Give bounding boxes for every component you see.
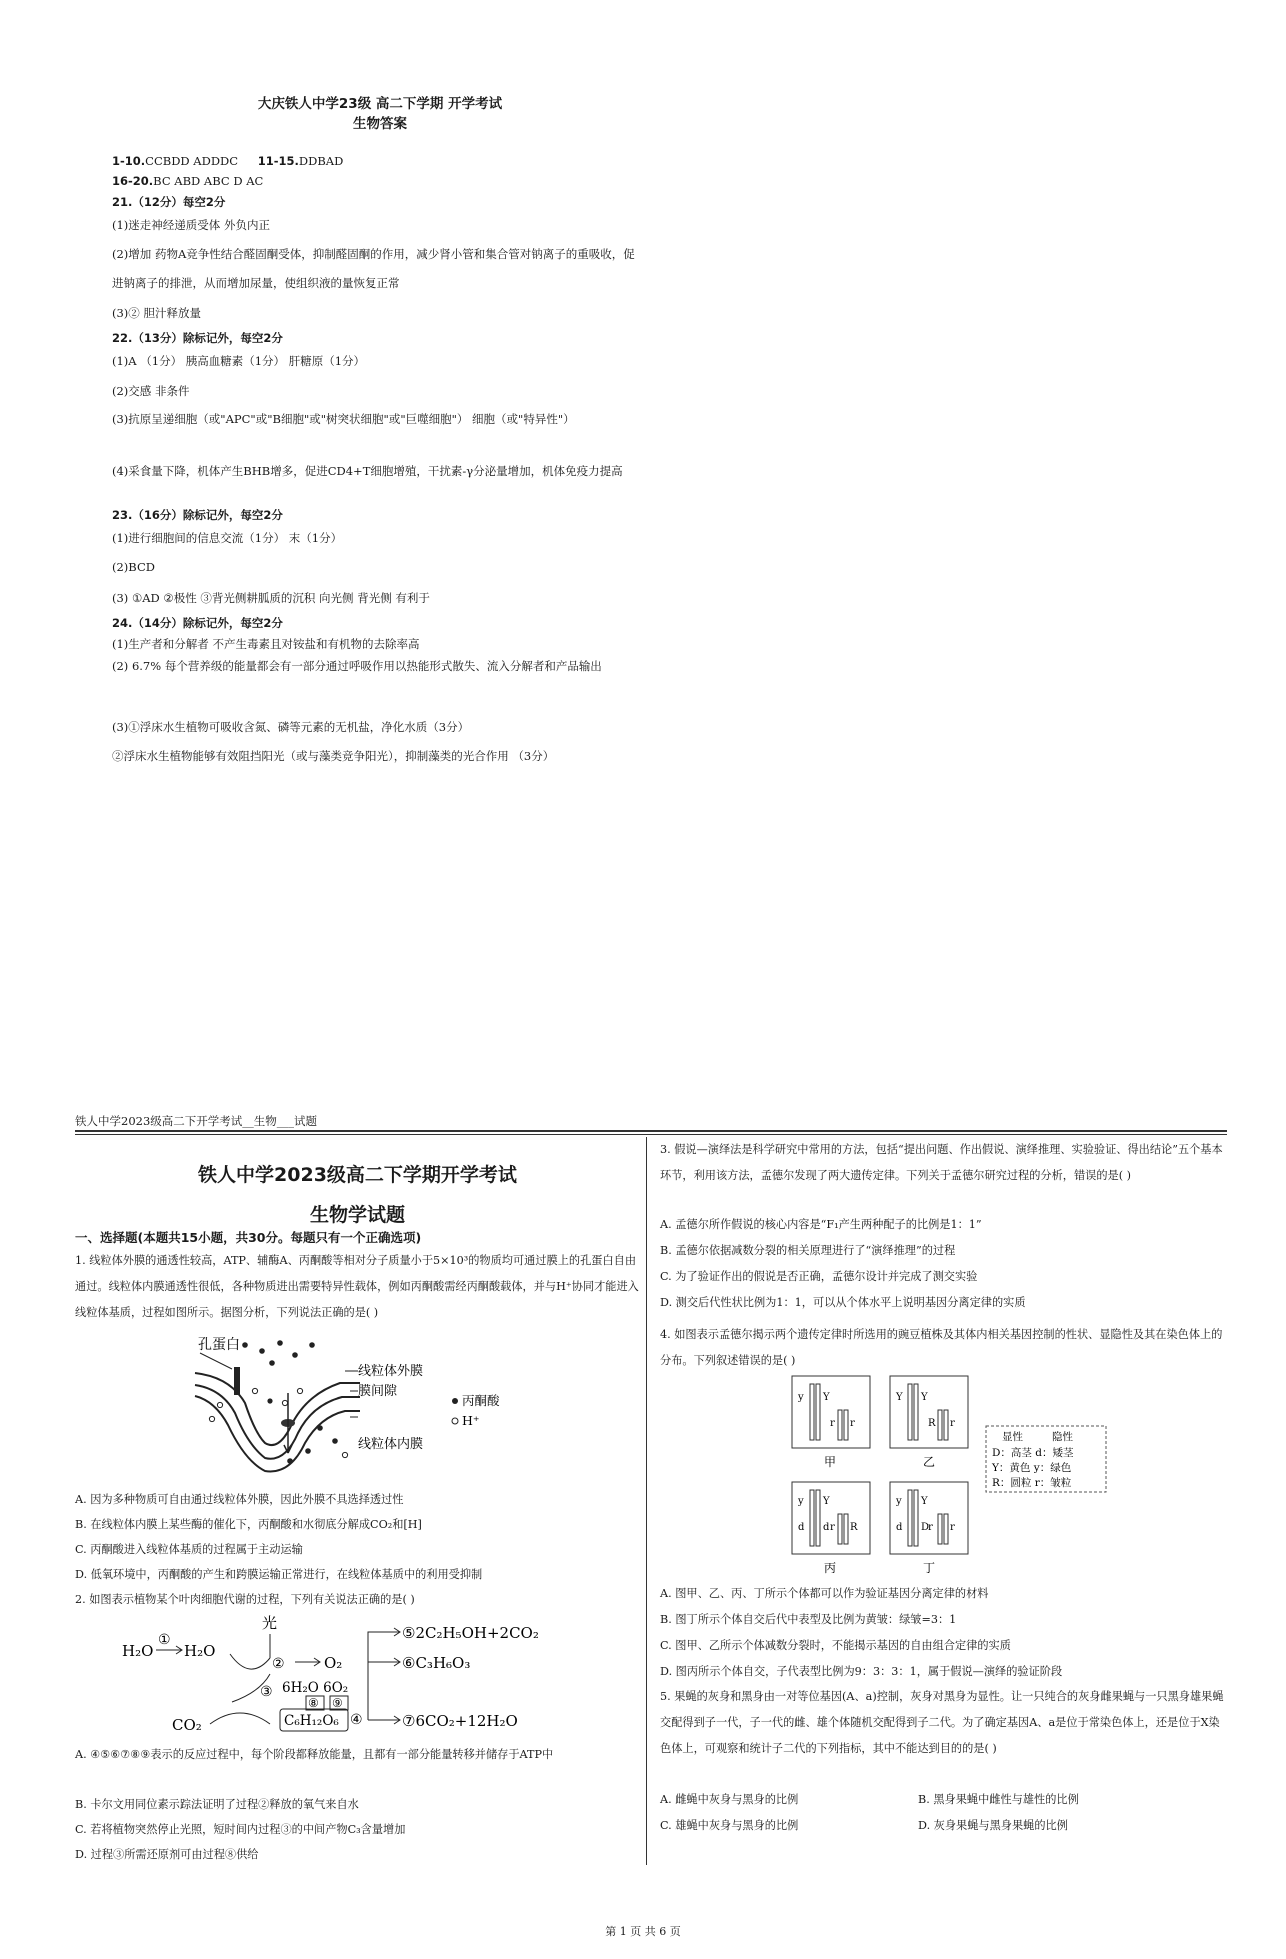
page-header: 铁人中学2023级高二下开学考试__生物___试题 [75,1114,318,1128]
q21-answer-3: (3)② 胆汁释放量 [112,306,201,320]
panel-jia [792,1376,870,1448]
label-jia: 甲 [824,1455,837,1469]
exam-subtitle: 生物学试题 [309,1204,405,1226]
answer-title: 大庆铁人中学23级 高二下学期 开学考试 [257,96,503,112]
header-rule-thin [75,1134,1227,1135]
gene-R-bing: R [850,1522,858,1533]
gene-Y-ding: Y [921,1496,928,1507]
gene-y-bing: y [798,1496,804,1507]
question-5: 5. 果蝇的灰身和黑身由一对等位基因(A、a)控制，灰身对黑身为显性。让一只纯合的灰身雌果蝇与一只黑身雄果蝇交配得到子一代，子一代的雌、雄个体随机交配得到子二代。为了确定基因A、a是位于常染色体上，还是位于X染色体上，可观察和统计子二代的下列指标，其中不能达到目的的是( ) [660,1690,1224,1755]
q4-option-a[interactable]: A. 图甲、乙、丙、丁所示个体都可以作为验证基因分离定律的材料 [660,1587,989,1600]
co2-label: CO₂ [172,1716,202,1734]
gene-d-bing2: d [823,1522,830,1533]
mc-answers-2: 16-20.BC ABD ABC D AC [112,174,264,188]
label-bing: 丙 [824,1561,837,1574]
legend-h-ion: H⁺ [462,1413,480,1428]
q22-answer-4: (4)采食量下降，机体产生BHB增多，促进CD4+T细胞增殖，干扰素-γ分泌量增加，机体免疫力提高 [112,464,623,478]
label-ding: 丁 [923,1561,936,1574]
q1-option-b[interactable]: B. 在线粒体内膜上某些酶的催化下，丙酮酸和水彻底分解成CO₂和[H] [75,1518,422,1531]
glucose-label: C₆H₁₂O₆ [284,1713,339,1729]
gene-y: y [798,1392,804,1403]
h2o-right-label: H₂O [184,1642,216,1660]
water-oxygen-label: 6H₂O 6O₂ [282,1680,349,1696]
legend-row-2: Y：黄色 y：绿色 [992,1462,1072,1474]
q2-option-b[interactable]: B. 卡尔文用同位素示踪法证明了过程②释放的氧气来自水 [75,1798,359,1811]
q24-answer-4: ②浮床水生植物能够有效阻挡阳光（或与藻类竞争阳光），抑制藻类的光合作用 （3分） [112,749,555,763]
gene-R-yi: R [928,1418,936,1429]
section-heading: 一、选择题(本题共15小题，共30分。每题只有一个正确选项) [75,1230,422,1245]
q24-answer-1: (1)生产者和分解者 不产生毒素且对铵盐和有机物的去除率高 [112,637,420,651]
gene-d-ding: d [896,1522,903,1533]
q23-answer-2: (2)BCD [112,560,155,574]
outer-membrane-label: 线粒体外膜 [358,1364,424,1379]
mitochondria-membrane-diagram [190,1333,530,1478]
q24-answer-3: (3)①浮床水生植物可吸收含氮、磷等元素的无机盐，净化水质（3分） [112,720,470,734]
question-2: 2. 如图表示植物某个叶肉细胞代谢的过程，下列有关说法正确的是( ) [75,1593,415,1606]
label-yi: 乙 [923,1455,936,1469]
q5-option-a[interactable]: A. 雌蝇中灰身与黑身的比例 [660,1793,799,1806]
step-2-label: ② [272,1656,285,1672]
chromosome-diagram [790,1374,1120,1574]
q3-option-d[interactable]: D. 测交后代性状比例为1：1，可以从个体水平上说明基因分离定律的实质 [660,1296,1026,1309]
question-4: 4. 如图表示孟德尔揭示两个遗传定律时所选用的豌豆植株及其体内相关基因控制的性状、显隐性及其在染色体上的分布。下列叙述错误的是( ) [660,1328,1223,1367]
step-3-label: ③ [260,1684,273,1700]
o2-label: O₂ [324,1654,343,1672]
q1-option-c[interactable]: C. 丙酮酸进入线粒体基质的过程属于主动运输 [75,1543,303,1556]
q22-answer-1: (1)A （1分） 胰高血糖素（1分） 肝糖原（1分） [112,354,366,368]
gene-d-bing: d [798,1522,805,1533]
intermembrane-space-label: 膜间隙 [358,1384,398,1399]
gene-r-bing: r [830,1522,835,1533]
q2-option-d[interactable]: D. 过程③所需还原剂可由过程⑧供给 [75,1848,259,1861]
q2-option-c[interactable]: C. 若将植物突然停止光照，短时间内过程③的中间产物C₃含量增加 [75,1823,406,1836]
inner-membrane-label: 线粒体内膜 [358,1437,424,1452]
legend-pyruvate: 丙酮酸 [462,1393,500,1408]
q5-option-d[interactable]: D. 灰身果蝇与黑身果蝇的比例 [918,1819,1068,1832]
legend-row-1: D：高茎 d：矮茎 [992,1447,1074,1459]
question-3: 3. 假说—演绎法是科学研究中常用的方法，包括“提出问题、作出假说、演绎推理、实验验证、得出结论”五个基本环节，利用该方法，孟德尔发现了两大遗传定律。下列关于孟德尔研究过程的分析，错误的是( ) [660,1143,1223,1182]
answer-subtitle: 生物答案 [353,116,407,132]
q1-option-d[interactable]: D. 低氧环境中，丙酮酸的产生和跨膜运输正常进行，在线粒体基质中的利用受抑制 [75,1568,483,1581]
q4-option-b[interactable]: B. 图丁所示个体自交后代中表型及比例为黄皱：绿皱=3：1 [660,1613,957,1626]
q22-answer-3: (3)抗原呈递细胞（或"APC"或"B细胞"或"树突状细胞"或"巨噬细胞"） 细胞（或"特异性"） [112,412,575,426]
q24-heading: 24.（14分）除标记外，每空2分 [112,616,283,630]
panel-ding [890,1482,968,1554]
pore-protein-label: 孔蛋白 [198,1337,240,1353]
gene-r-ding: r [928,1522,933,1533]
product-5-label: ⑤2C₂H₅OH+2CO₂ [402,1624,539,1642]
exam-title: 铁人中学2023级高二下学期开学考试 [198,1164,517,1186]
gene-r-yi: r [950,1418,955,1429]
q1-option-a[interactable]: A. 因为多种物质可自由通过线粒体外膜，因此外膜不具选择透过性 [75,1493,404,1506]
gene-Y-bing: Y [823,1496,830,1507]
q4-option-c[interactable]: C. 图甲、乙所示个体减数分裂时，不能揭示基因的自由组合定律的实质 [660,1639,1011,1652]
leaf-metabolism-diagram [120,1612,570,1742]
mc-answers-1: 1-10.CCBDD ADDDC 11-15.DDBAD [112,154,344,168]
q5-option-b[interactable]: B. 黑身果蝇中雌性与雄性的比例 [918,1793,1079,1806]
q21-answer-2: (2)增加 药物A竞争性结合醛固酮受体，抑制醛固酮的作用，减少肾小管和集合管对钠离子的重吸收，促进钠离子的排泄，从而增加尿量，使组织液的量恢复正常 [112,247,635,290]
q3-option-c[interactable]: C. 为了验证作出的假说是否正确，孟德尔设计并完成了测交实验 [660,1270,978,1283]
step-8-label: ⑧ [308,1696,319,1710]
header-rule [75,1130,1227,1132]
gene-Y-yi: Y [896,1392,903,1403]
gene-D-ding: D [921,1522,930,1533]
question-1: 1. 线粒体外膜的通透性较高，ATP、辅酶A、丙酮酸等相对分子质量小于5×10³的物质均可通过膜上的孔蛋白自由通过。线粒体内膜通透性很低，各种物质进出需要特异性载体，例如丙酮酸需经丙酮酸载体，并与H⁺协同才能进入线粒体基质，过程如图所示。据图分析，下列说法正确的是( ) [75,1254,639,1319]
q23-heading: 23.（16分）除标记外，每空2分 [112,508,283,522]
legend-row-3: R：圆粒 r：皱粒 [992,1477,1072,1489]
step-1-label: ① [158,1632,171,1648]
product-7-label: ⑦6CO₂+12H₂O [402,1712,518,1730]
gene-r2: r [850,1418,855,1429]
q21-heading: 21.（12分）每空2分 [112,195,226,209]
q22-answer-2: (2)交感 非条件 [112,384,190,398]
q3-option-b[interactable]: B. 孟德尔依据减数分裂的相关原理进行了“演绎推理”的过程 [660,1244,956,1257]
gene-r-ding2: r [950,1522,955,1533]
panel-bing [792,1482,870,1554]
step-9-label: ⑨ [332,1696,343,1710]
legend-recessive: 隐性 [1052,1431,1073,1443]
gene-Y: Y [823,1392,830,1403]
gene-Y-yi2: Y [921,1392,928,1403]
q23-answer-1: (1)进行细胞间的信息交流（1分） 末（1分） [112,531,343,545]
h2o-left-label: H₂O [122,1642,154,1660]
q21-answer-1: (1)迷走神经递质受体 外负内正 [112,218,270,232]
panel-yi [890,1376,968,1448]
gene-y-ding: y [896,1496,902,1507]
q24-answer-2: (2) 6.7% 每个营养级的能量都会有一部分通过呼吸作用以热能形式散失、流入分解者和产品输出 [112,659,602,673]
legend-dominant: 显性 [1002,1431,1023,1443]
light-label: 光 [262,1614,278,1632]
step-4-label: ④ [350,1712,363,1728]
page-footer: 第 1 页 共 6 页 [605,1925,681,1938]
q2-option-a[interactable]: A. ④⑤⑥⑦⑧⑨表示的反应过程中，每个阶段都释放能量，且都有一部分能量转移并储存于ATP中 [75,1748,554,1761]
q5-option-c[interactable]: C. 雄蝇中灰身与黑身的比例 [660,1819,799,1832]
q22-heading: 22.（13分）除标记外，每空2分 [112,331,283,345]
column-divider [646,1137,647,1865]
product-6-label: ⑥C₃H₆O₃ [402,1654,471,1672]
q4-option-d[interactable]: D. 图丙所示个体自交，子代表型比例为9：3：3：1，属于假说—演绎的验证阶段 [660,1665,1063,1678]
q23-answer-3: (3) ①AD ②极性 ③背光侧耕胍质的沉积 向光侧 背光侧 有利于 [112,591,430,605]
q3-option-a[interactable]: A. 孟德尔所作假说的核心内容是“F₁产生两种配子的比例是1：1” [660,1218,982,1231]
gene-r: r [830,1418,835,1429]
